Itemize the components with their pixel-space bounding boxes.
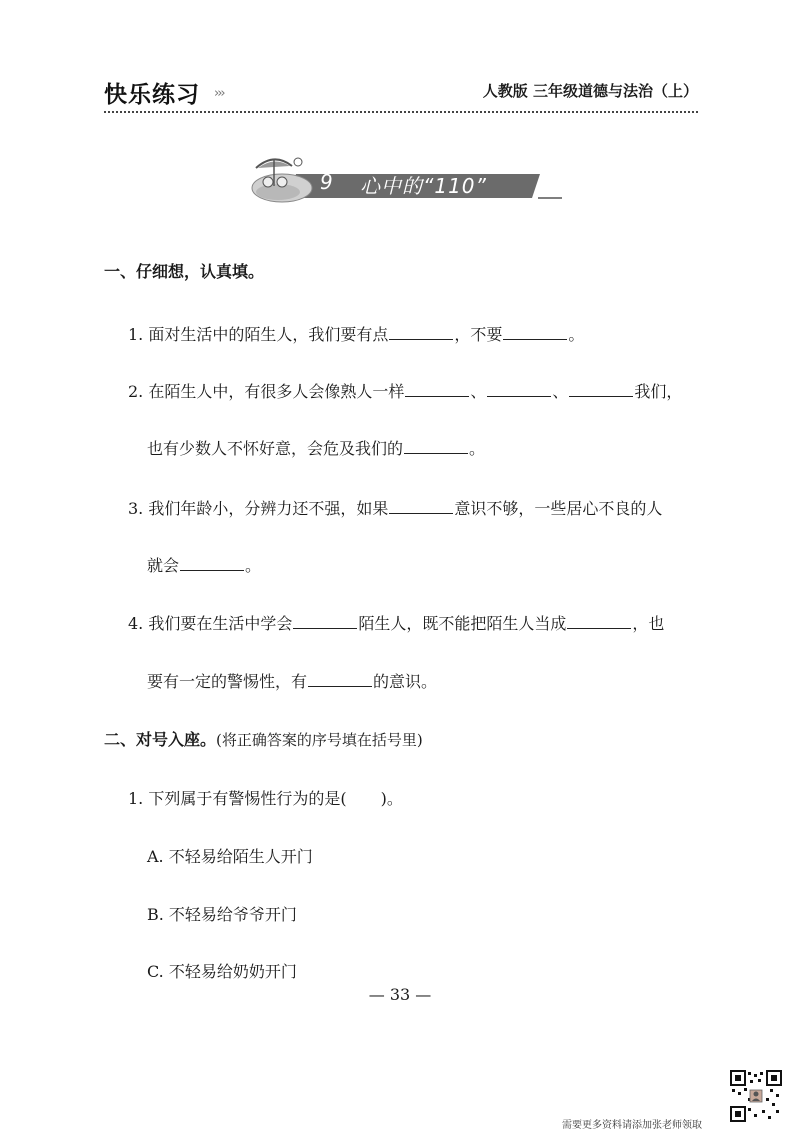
option-a: A. 不轻易给陌生人开门 bbox=[147, 847, 313, 866]
section-2-heading: 二、对号入座。(将正确答案的序号填在括号里) bbox=[104, 730, 423, 749]
section-2-note: (将正确答案的序号填在括号里) bbox=[216, 731, 423, 749]
option-c: C. 不轻易给奶奶开门 bbox=[147, 962, 297, 981]
lesson-banner bbox=[248, 148, 564, 208]
answer-blank[interactable] bbox=[308, 672, 372, 687]
question-1-4: 4. 我们要在生活中学会 陌生人，既不能把陌生人当成 ，也 bbox=[128, 614, 665, 633]
page-number: — 33 — bbox=[368, 985, 432, 1004]
lesson-title: 心中的“110” bbox=[360, 174, 487, 198]
answer-blank[interactable] bbox=[293, 614, 357, 629]
answer-blank[interactable] bbox=[569, 382, 633, 397]
answer-blank[interactable] bbox=[404, 439, 468, 454]
answer-blank[interactable] bbox=[567, 614, 631, 629]
page-header bbox=[104, 76, 698, 110]
answer-blank[interactable] bbox=[503, 325, 567, 340]
question-1-1: 1. 面对生活中的陌生人，我们要有点 ，不要 。 bbox=[128, 325, 585, 344]
header-rule bbox=[104, 111, 698, 113]
question-1-4-continued: 要有一定的警惕性，有 的意识。 bbox=[147, 672, 438, 691]
question-1-2-continued: 也有少数人不怀好意，会危及我们的 。 bbox=[147, 439, 486, 458]
question-1-2: 2. 在陌生人中，有很多人会像熟人一样 、 、 我们， bbox=[128, 382, 683, 401]
footer-caption: 需要更多资料请添加张老师领取 bbox=[562, 1120, 702, 1131]
lesson-number: 9 bbox=[320, 170, 333, 194]
answer-blank[interactable] bbox=[405, 382, 469, 397]
answer-blank[interactable] bbox=[389, 499, 453, 514]
edition-label: 人教版 三年级道德与法治（上） bbox=[482, 82, 698, 100]
question-2-1: 1. 下列属于有警惕性行为的是( )。 bbox=[128, 789, 403, 808]
answer-blank[interactable] bbox=[180, 556, 244, 571]
question-1-3-continued: 就会 。 bbox=[147, 556, 262, 575]
answer-blank[interactable] bbox=[389, 325, 453, 340]
question-1-3: 3. 我们年龄小，分辨力还不强，如果 意识不够，一些居心不良的人 bbox=[128, 499, 663, 518]
answer-blank[interactable] bbox=[487, 382, 551, 397]
option-b: B. 不轻易给爷爷开门 bbox=[147, 905, 297, 924]
brand-title: 快乐练习 bbox=[104, 82, 200, 108]
chevrons-decoration: ››› bbox=[214, 86, 224, 101]
qr-code-icon bbox=[730, 1070, 782, 1122]
section-1-heading: 一、仔细想，认真填。 bbox=[104, 262, 265, 281]
